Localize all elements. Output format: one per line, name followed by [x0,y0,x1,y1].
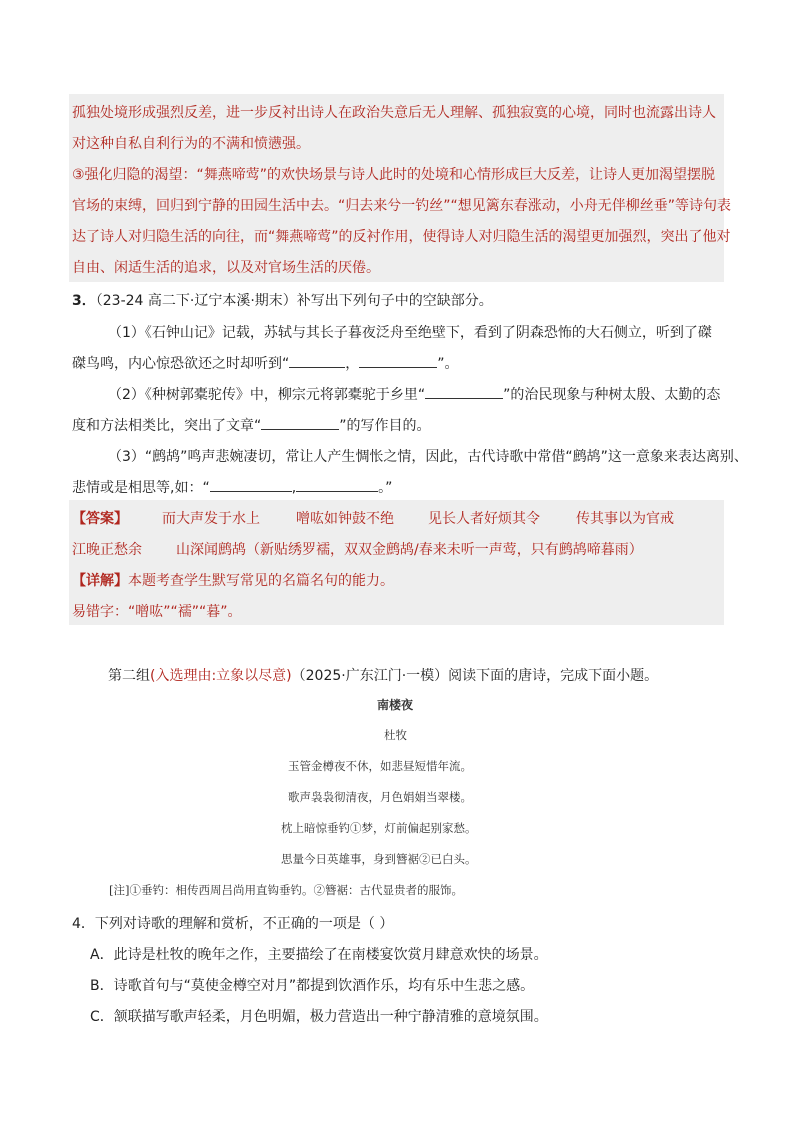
answer-item: 传其事以为官戒 [576,511,674,527]
poem-title: 南楼夜 [377,698,414,712]
q3-item-1-text: 磔鸟鸣，内心惊恐欲还之时却听到“ [72,356,290,372]
q3-item-3-text: 悲情或是相思等,如：“ [72,480,210,496]
blank-field[interactable] [296,479,378,492]
group-instruction: 阅读下面的唐诗，完成下面小题。 [448,668,659,684]
q3-item-2-text: ”的写作目的。 [339,418,431,434]
detail-tag: 【详解】 [72,573,128,589]
q3-item-1-sep: ， [345,356,360,372]
q3-item-2-line-2 [72,415,431,435]
poem-line: 枕上暗惊垂钓①梦，灯前偏起别家愁。 [281,821,477,835]
poem-note: [注]①垂钓：相传西周吕尚用直钩垂钓。②簪裾：古代显贵者的服饰。 [109,883,463,897]
q3-item-2-text: ”的治民现象与种树太殷、太勤的态 [503,387,721,403]
group-2-header [108,665,658,685]
blank-field[interactable] [210,479,292,492]
q3-item-1-line-1: （1）《石钟山记》记载，苏轼与其长子暮夜泛舟至绝壁下，看到了阴森恐怖的大石侧立，听到了磔 [108,325,712,341]
poem-line: 思量今日英雄事，身到簪裾②已白头。 [281,852,477,866]
q3-item-2-text: （2）《种树郭橐驼传》中，柳宗元将郭橐驼于乡里“ [108,387,426,403]
option-c[interactable]: C．颔联描写歌声轻柔，月色明媚，极力营造出一种宁静清雅的意境氛围。 [90,1009,548,1025]
answer-item: 见长人者好烦其令 [428,511,540,527]
error-chars-line: 易错字：“噌吰”“襦”“暮”。 [72,604,242,620]
analysis-line: 达了诗人对归隐生活的向往，而“舞燕啼莺”的反衬作用，使得诗人对归隐生活的渴望更加强烈，突出了他对 [72,229,731,245]
option-b[interactable]: B．诗歌首句与“莫使金樽空对月”都提到饮酒作乐，均有乐中生悲之感。 [90,978,535,994]
q3-item-3-end: 。” [378,480,393,496]
analysis-line: 官场的束缚，回归到宁静的田园生活中去。“归去来兮一钓丝”“想见篱东春涨动，小舟无伴柳丝垂”等诗句表 [72,198,732,214]
q3-item-1-line-2 [72,353,459,373]
answer-item: 山深闻鹧鸪（新贴绣罗襦，双双金鹧鸪/春来未听一声莺，只有鹧鸪啼暮雨） [176,542,643,558]
answer-item: 噌吰如钟鼓不绝 [296,511,394,527]
question-4-stem: 4．下列对诗歌的理解和赏析，不正确的一项是（ ） [72,916,394,932]
detail-text: 本题考查学生默写常见的名篇名句的能力。 [128,573,394,589]
answer-tag: 【答案】 [72,511,128,527]
question-number: 3． [72,293,96,309]
blank-field[interactable] [359,355,437,368]
answer-item: 江晚正愁余 [72,542,142,558]
analysis-line: 对这种自私自利行为的不满和愤懑强。 [72,136,310,152]
poem-line: 歌声袅袅彻清夜，月色娟娟当翠楼。 [288,790,472,804]
poem-line: 玉管金樽夜不休，如悲昼短惜年流。 [288,759,472,773]
analysis-line: ③强化归隐的渴望：“舞燕啼莺”的欢快场景与诗人此时的处境和心情形成巨大反差，让诗人更加渴望摆脱 [72,167,716,183]
answer-item: 而大声发于水上 [162,511,260,527]
detail-line [72,570,394,590]
group-source: （2025·广东江门·一模） [291,668,449,684]
option-a[interactable]: A．此诗是杜牧的晚年之作，主要描绘了在南楼宴饮赏月肆意欢快的场景。 [90,947,548,963]
group-prefix: 第二组 [108,668,150,684]
question-stem: 补写出下列句子中的空缺部分。 [296,293,493,309]
blank-field[interactable] [261,417,339,430]
q3-item-2-line-1 [108,384,720,404]
question-source: （23-24 高二下·辽宁本溪·期末） [95,293,297,309]
q3-item-3-line-2 [72,477,392,497]
blank-field[interactable] [289,355,345,368]
answer-analysis-box [69,94,724,282]
group-reason: (入选理由:立象以尽意) [150,668,292,684]
analysis-line: 自由、闲适生活的追求，以及对官场生活的厌倦。 [72,260,380,276]
question-3-header [72,290,493,310]
poem-author: 杜牧 [384,728,407,742]
q3-item-3-sep: , [291,480,297,496]
analysis-line: 孤独处境形成强烈反差，进一步反衬出诗人在政治失意后无人理解、孤独寂寞的心境，同时也流露出诗人 [72,105,716,121]
blank-field[interactable] [425,386,503,399]
q3-item-1-end: ”。 [437,356,459,372]
q3-item-3-line-1: （3）“鹧鸪”鸣声悲婉凄切，常让人产生惆怅之情，因此，古代诗歌中常借“鹧鸪”这一意象来表达离别、 [108,449,748,465]
q3-item-2-text: 度和方法相类比，突出了文章“ [72,418,262,434]
